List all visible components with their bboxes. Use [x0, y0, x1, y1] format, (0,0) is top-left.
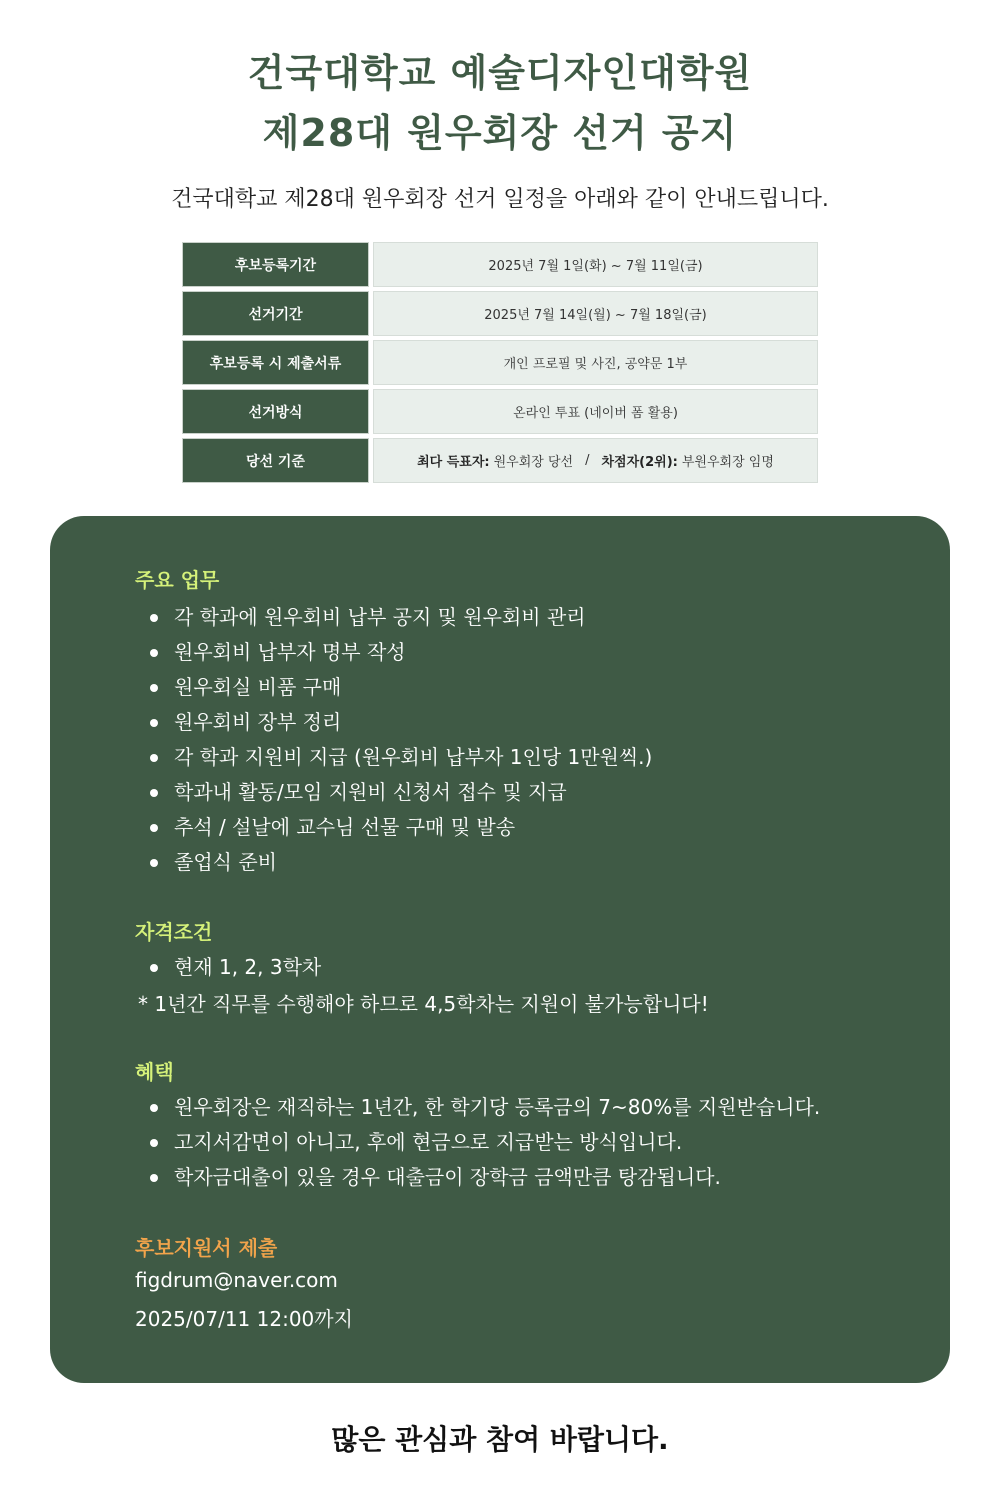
duties-list	[148, 600, 652, 880]
list-item: 고지서감면이 아니고, 후에 현금으로 지급받는 방식입니다.	[148, 1125, 820, 1160]
eligibility-list	[148, 950, 321, 985]
list-item: 각 학과에 원우회비 납부 공지 및 원우회비 관리	[148, 600, 652, 635]
details-panel	[50, 516, 950, 1383]
list-item: 학자금대출이 있을 경우 대출금이 장학금 금액만큼 탕감됩니다.	[148, 1160, 820, 1195]
row-value: 2025년 7월 1일(화) ~ 7월 11일(금)	[373, 242, 818, 287]
eligibility-note: * 1년간 직무를 수행해야 하므로 4,5학차는 지원이 불가능합니다!	[138, 992, 709, 1016]
row-value: 개인 프로필 및 사진, 공약문 1부	[373, 340, 818, 385]
duties-heading: 주요 업무	[135, 568, 220, 592]
list-item: 추석 / 설날에 교수님 선물 구매 및 발송	[148, 810, 652, 845]
row-label: 후보등록기간	[182, 242, 369, 287]
table-row-criteria	[182, 438, 818, 483]
closing-message: 많은 관심과 참여 바랍니다.	[331, 1423, 669, 1456]
row-label: 선거방식	[182, 389, 369, 434]
schedule-table	[182, 242, 818, 487]
table-row	[182, 389, 818, 434]
list-item: 졸업식 준비	[148, 845, 652, 880]
table-row	[182, 340, 818, 385]
criteria-value	[373, 438, 818, 483]
list-item: 원우회장은 재직하는 1년간, 한 학기당 등록금의 7~80%를 지원받습니다.	[148, 1090, 820, 1125]
eligibility-heading: 자격조건	[135, 920, 213, 944]
second-place-label: 차점자(2위):	[601, 455, 678, 470]
first-place-value: 원우회장 당선	[493, 455, 574, 470]
table-row	[182, 242, 818, 287]
benefits-list	[148, 1090, 820, 1195]
title-line-1: 건국대학교 예술디자인대학원	[247, 51, 753, 95]
list-item: 원우회실 비품 구매	[148, 670, 652, 705]
row-label: 후보등록 시 제출서류	[182, 340, 369, 385]
submission-email[interactable]: figdrum@naver.com	[135, 1268, 338, 1292]
table-row	[182, 291, 818, 336]
row-label: 당선 기준	[182, 438, 369, 483]
list-item: 학과내 활동/모임 지원비 신청서 접수 및 지급	[148, 775, 652, 810]
list-item: 각 학과 지원비 지급 (원우회비 납부자 1인당 1만원씩.)	[148, 740, 652, 775]
title-line-2: 제28대 원우회장 선거 공지	[262, 111, 738, 155]
benefits-heading: 혜택	[135, 1060, 174, 1084]
list-item: 현재 1, 2, 3학차	[148, 950, 321, 985]
criteria-separator: /	[585, 453, 590, 468]
intro-text: 건국대학교 제28대 원우회장 선거 일정을 아래와 같이 안내드립니다.	[171, 187, 829, 212]
second-place-value: 부원우회장 임명	[681, 455, 774, 470]
first-place-label: 최다 득표자:	[417, 455, 490, 470]
row-value: 온라인 투표 (네이버 폼 활용)	[373, 389, 818, 434]
submission-heading: 후보지원서 제출	[135, 1236, 278, 1260]
row-label: 선거기간	[182, 291, 369, 336]
list-item: 원우회비 납부자 명부 작성	[148, 635, 652, 670]
row-value: 2025년 7월 14일(월) ~ 7월 18일(금)	[373, 291, 818, 336]
submission-deadline: 2025/07/11 12:00까지	[135, 1307, 353, 1331]
list-item: 원우회비 장부 정리	[148, 705, 652, 740]
